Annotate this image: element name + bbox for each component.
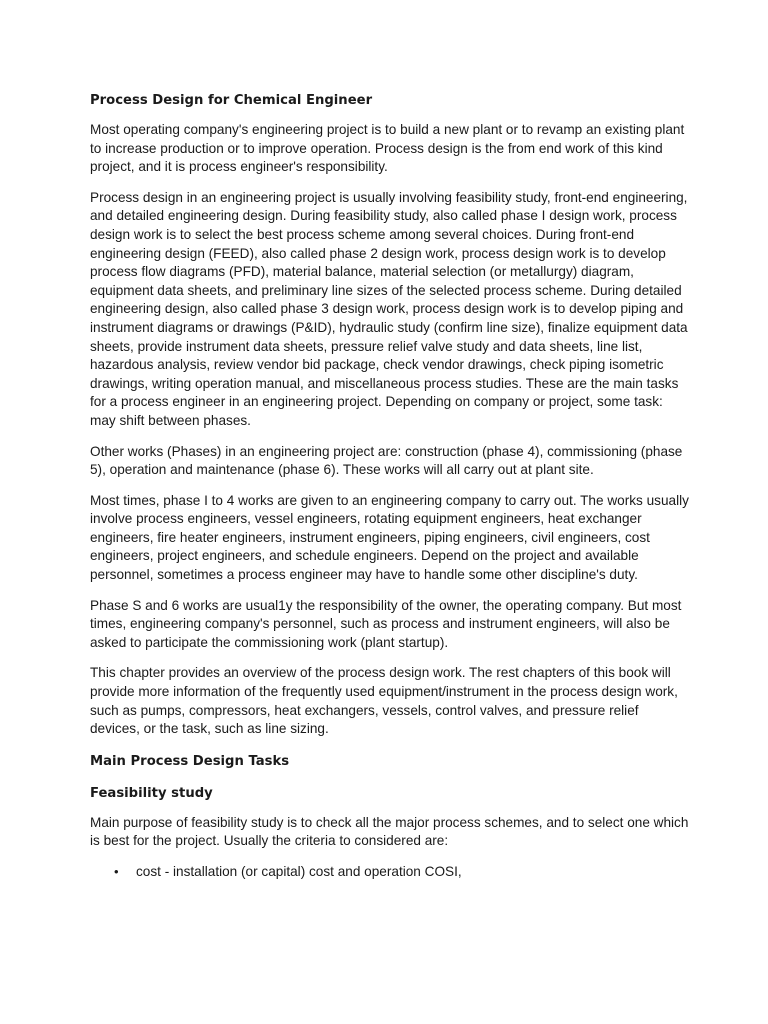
bullet-list: [90, 863, 690, 882]
bullet-icon: •: [114, 864, 119, 879]
paragraph-intro-5: Phase S and 6 works are usual1y the responsibility of the owner, the operating company. But most times, engineering company's personnel, such as process and instrument engineers, will also be asked to participate the commissioning work (plant startup).: [90, 597, 682, 650]
list-item: [90, 863, 690, 882]
document-title: Process Design for Chemical Engineer: [90, 93, 373, 108]
paragraph-intro-6: This chapter provides an overview of the process design work. The rest chapters of this book will provide more information of the frequently used equipment/instrument in the process design work, such as pumps, compressors, heat exchangers, vessels, control valves, and pressure relief devices, or the task, such as line sizing.: [90, 665, 678, 737]
paragraph-intro-3: Other works (Phases) in an engineering project are: construction (phase 4), commissioning (phase 5), operation and maintenance (phase 6). These works will all carry out at plant site.: [90, 443, 683, 478]
paragraph-intro-4: Most times, phase I to 4 works are given to an engineering company to carry out. The works usually involve process engineers, vessel engineers, rotating equipment engineers, heat exchanger engineers, fire heater engineers, instrument engineers, piping engineers, civil engineers, cost engineers, project engineers, and schedule engineers. Depend on the project and available personnel, sometimes a process engineer may have to handle some other discipline's duty.: [90, 492, 689, 583]
paragraph-intro-1: Most operating company's engineering project is to build a new plant or to revamp an existing plant to increase production or to improve operation. Process design is the from end work of this kind project, and it is process engineer's responsibility.: [90, 122, 685, 175]
paragraph-intro-2: Process design in an engineering project is usually involving feasibility study, front-end engineering, and detailed engineering design. During feasibility study, also called phase I design work, process design work is to select the best process scheme among several choices. During front-end engineering design (FEED), also called phase 2 design work, process design work is to develop process flow diagrams (PFD), material balance, material selection (or metallurgy) diagram, equipment data sheets, and preliminary line sizes of the selected process scheme. During detailed engineering design, also called phase 3 design work, process design work is to develop piping and instrument diagrams or drawings (P&ID), hydraulic study (confirm line size), finalize equipment data sheets, provide instrument data sheets, pressure relief valve study and data sheets, line list, hazardous analysis, review vendor bid package, check vendor drawings, check piping isometric drawings, writing operation manual, and miscellaneous process studies. These are the main tasks for a process engineer in an engineering project. Depending on company or project, some task: may shift between phases.: [90, 189, 688, 428]
subsection-heading: Feasibility study: [90, 785, 213, 801]
section-heading: Main Process Design Tasks: [90, 753, 290, 769]
paragraph-feasibility: Main purpose of feasibility study is to check all the major process schemes, and to select one which is best for the project. Usually the criteria to considered are:: [90, 814, 689, 849]
document-page: [90, 92, 690, 882]
list-item-text: cost - installation (or capital) cost and operation COSI,: [136, 864, 462, 879]
